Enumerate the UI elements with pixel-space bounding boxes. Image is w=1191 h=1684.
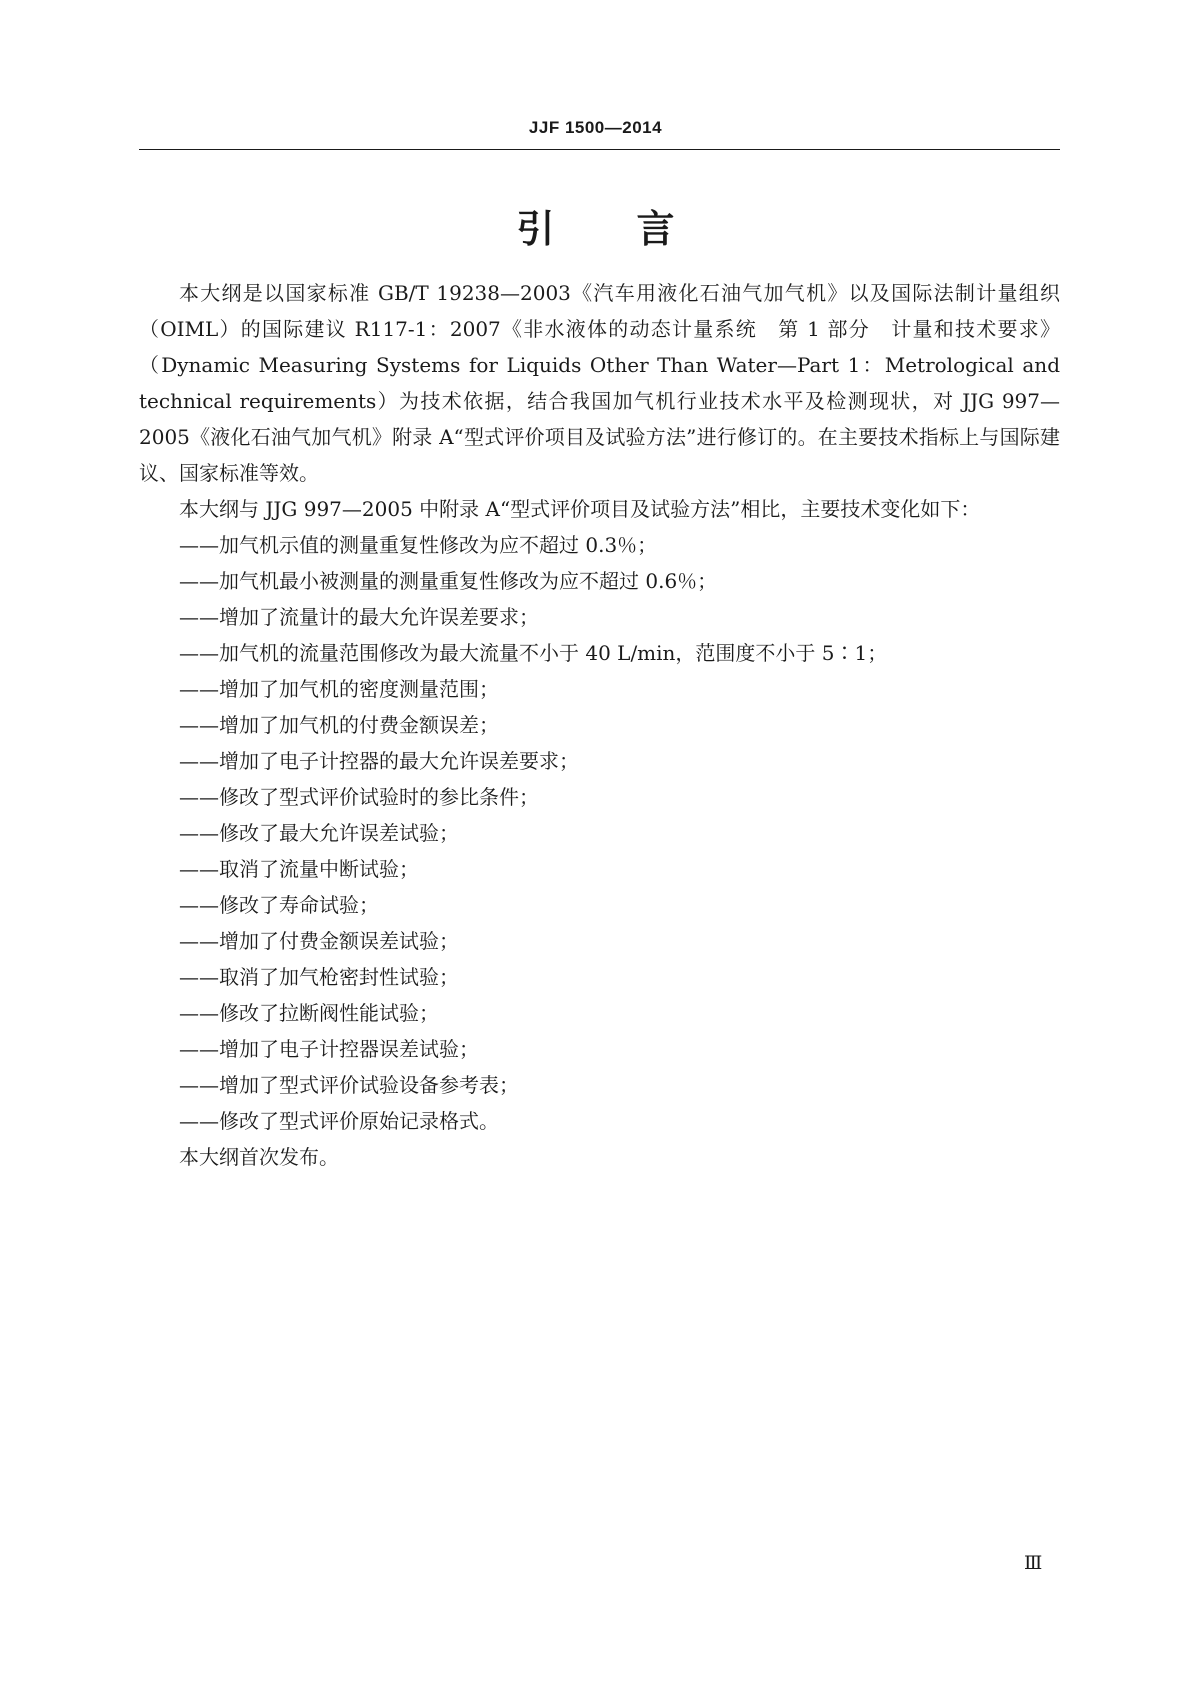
list-item: ——修改了型式评价试验时的参比条件； [179, 785, 539, 809]
list-item: ——增加了型式评价试验设备参考表； [179, 1073, 519, 1097]
list-item: ——修改了拉断阀性能试验； [179, 1001, 439, 1025]
intro-paragraph: 本大纲是以国家标准 GB/T 19238—2003《汽车用液化石油气加气机》以及国际法制计量组织（OIML）的国际建议 R117-1：2007《非水液体的动态计量系统 第 1 部分 计量和技术要求》（Dynamic Measuring Systems for Liquids Other Than Water—Part 1：Metrological and technical requirements）为技术依据，结合我国加气机行业技术水平及检测现状，对 JJG 997—2005《液化石油气加气机》附录 A“型式评价项目及试验方法”进行修订的。在主要技术指标上与国际建议、国家标准等效。 [139, 281, 1060, 485]
list-item: ——增加了流量计的最大允许误差要求； [179, 605, 539, 629]
header-divider [139, 149, 1060, 150]
title-char-2: 言 [636, 207, 675, 251]
list-item: ——修改了型式评价原始记录格式。 [179, 1109, 499, 1133]
list-item: ——取消了流量中断试验； [179, 857, 419, 881]
main-content [139, 275, 1060, 1175]
page-number: Ⅲ [1024, 1552, 1043, 1574]
list-item: ——增加了加气机的密度测量范围； [179, 677, 499, 701]
changes-list [139, 527, 1060, 1139]
list-item: ——增加了电子计控器的最大允许误差要求； [179, 749, 579, 773]
title-char-1: 引 [516, 207, 555, 251]
list-item: ——修改了寿命试验； [179, 893, 379, 917]
comparison-paragraph: 本大纲与 JJG 997—2005 中附录 A“型式评价项目及试验方法”相比，主要技术变化如下： [179, 497, 981, 521]
list-item: ——增加了付费金额误差试验； [179, 929, 459, 953]
list-item: ——增加了电子计控器误差试验； [179, 1037, 479, 1061]
list-item: ——加气机的流量范围修改为最大流量不小于 40 L/min，范围度不小于 5∶1； [179, 641, 888, 665]
list-item: ——增加了加气机的付费金额误差； [179, 713, 499, 737]
document-code-header: JJF 1500—2014 [528, 118, 663, 137]
list-item: ——加气机最小被测量的测量重复性修改为应不超过 0.6％； [179, 569, 718, 593]
list-item: ——取消了加气枪密封性试验； [179, 965, 459, 989]
page-title [0, 198, 1191, 253]
list-item: ——修改了最大允许误差试验； [179, 821, 459, 845]
list-item: ——加气机示值的测量重复性修改为应不超过 0.3％； [179, 533, 658, 557]
closing-statement: 本大纲首次发布。 [179, 1145, 339, 1169]
